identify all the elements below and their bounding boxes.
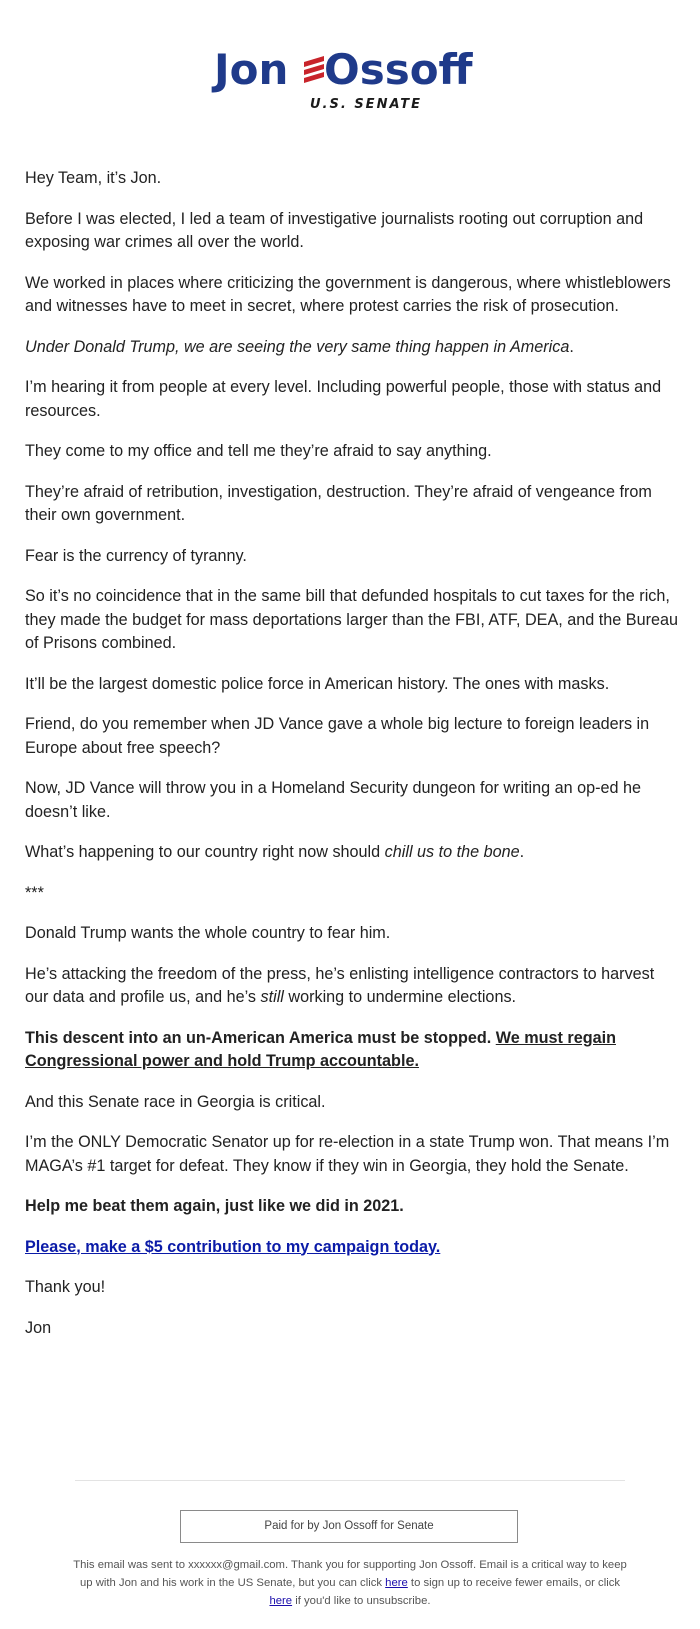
- paragraph-bold: This descent into an un-American America must be stopped. We must regain Congressional power and hold Trump accountable.: [25, 1028, 616, 1070]
- paragraph: Before I was elected, I led a team of investigative journalists rooting out corruption and exposing war crimes all over the world.: [25, 209, 644, 251]
- paragraph: I’m the ONLY Democratic Senator up for re-election in a state Trump won. That means I’m MAGA’s #1 target for defeat. They know if they win in Georgia, they hold the Senate.: [25, 1133, 670, 1175]
- email-body: [25, 167, 680, 1357]
- italic-text: still: [260, 988, 284, 1006]
- recipient-email: xxxxxx@gmail.com: [188, 1559, 285, 1571]
- paragraph: And this Senate race in Georgia is critical.: [25, 1092, 326, 1111]
- italic-text: Under Donald Trump, we are seeing the very same thing happen in America: [25, 337, 570, 356]
- paragraph: It’ll be the largest domestic police force in American history. The ones with masks.: [25, 674, 610, 693]
- paragraph: I’m hearing it from people at every level. Including powerful people, those with status and resources.: [25, 378, 662, 420]
- paragraph: Under Donald Trump, we are seeing the very same thing happen in America.: [25, 337, 574, 356]
- paragraph: They come to my office and tell me they’re afraid to say anything.: [25, 442, 492, 460]
- footer-text: This email was sent to xxxxxx@gmail.com. Thank you for supporting Jon Ossoff. Email is a critical way to keep up with Jon and his work in the US Senate, but you can click here to sign up to receive fewer emails, or click here if you'd like to unsubscribe.: [73, 1559, 627, 1607]
- closing: Thank you!: [25, 1278, 106, 1296]
- donate-link[interactable]: Please, make a $5 contribution to my campaign today.: [25, 1237, 441, 1256]
- greeting: Hey Team, it’s Jon.: [25, 169, 162, 187]
- paragraph: What’s happening to our country right now should chill us to the bone.: [25, 843, 525, 861]
- italic-text: chill us to the bone: [384, 843, 520, 861]
- logo-last-name: Ossoff: [324, 45, 473, 94]
- paid-for-disclaimer: Paid for by Jon Ossoff for Senate: [180, 1510, 518, 1543]
- fewer-emails-link[interactable]: here: [385, 1577, 408, 1589]
- paragraph: So it’s no coincidence that in the same bill that defunded hospitals to cut taxes for the rich, they made the budget for mass deportations larger than the FBI, ATF, DEA, and the Bureau of Prisons combined.: [25, 587, 678, 652]
- paragraph: Fear is the currency of tyranny.: [25, 546, 247, 565]
- paragraph: He’s attacking the freedom of the press, he’s enlisting intelligence contractors to harvest our data and profile us, and he’s still working to undermine elections.: [25, 964, 655, 1006]
- paragraph: Now, JD Vance will throw you in a Homeland Security dungeon for writing an op-ed he doesn’t like.: [25, 779, 642, 821]
- unsubscribe-link[interactable]: here: [269, 1595, 293, 1607]
- footer-divider: [75, 1480, 625, 1481]
- underlined-text: We must regain Congressional power and hold Trump accountable.: [25, 1028, 616, 1070]
- paragraph: Donald Trump wants the whole country to fear him.: [25, 924, 391, 942]
- paragraph: We worked in places where criticizing the government is dangerous, where whistleblowers and witnesses have to meet in secret, where protest carries the risk of prosecution.: [25, 273, 671, 315]
- paragraph: Friend, do you remember when JD Vance gave a whole big lecture to foreign leaders in Europe about free speech?: [25, 715, 650, 757]
- paragraph-bold: Help me beat them again, just like we did in 2021.: [25, 1197, 404, 1215]
- signature: Jon: [25, 1318, 52, 1337]
- paragraph: They’re afraid of retribution, investigation, destruction. They’re afraid of vengeance from their own government.: [25, 482, 652, 524]
- email-header: [0, 40, 700, 120]
- logo-flag-icon: [304, 56, 324, 83]
- section-divider-stars: ***: [25, 883, 44, 902]
- logo-subtitle: U.S. SENATE: [310, 97, 423, 112]
- logo-first-name: Jon: [214, 45, 289, 94]
- jon-ossoff-logo: [200, 40, 500, 120]
